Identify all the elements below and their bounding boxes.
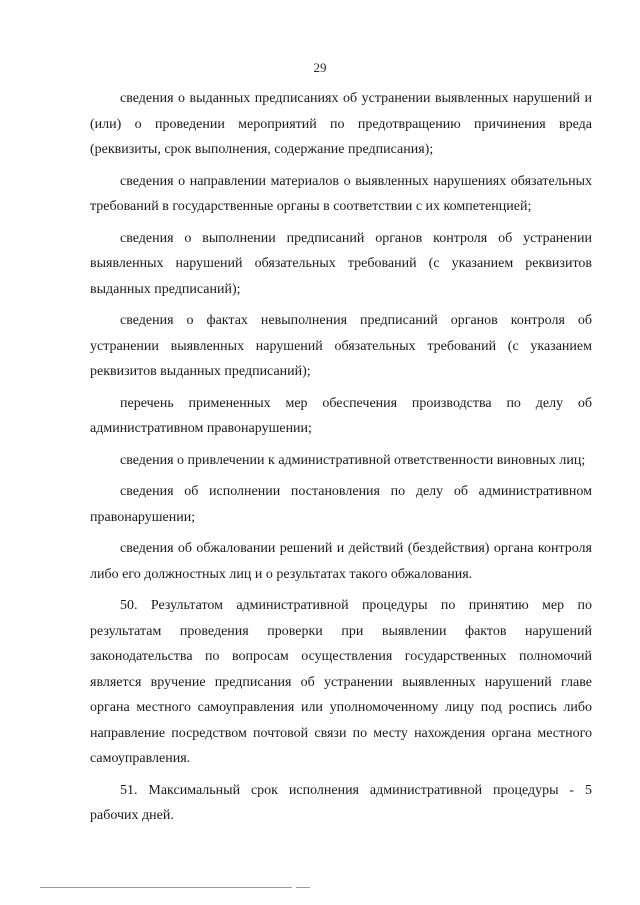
paragraph-ruling-execution: сведения об исполнении постановления по делу об административном правонарушении; [90, 484, 592, 525]
paragraph-appeals: сведения об обжаловании решений и действий (бездействия) органа контроля либо его должностных лиц и о результатах такого обжалования. [90, 541, 592, 582]
paragraph-administrative-liability: сведения о привлечении к административной ответственности виновных лиц; [120, 452, 586, 468]
document-body [90, 86, 592, 835]
footer-rule [40, 887, 292, 888]
paragraph-issued-prescriptions: сведения о выданных предписаниях об устранении выявленных нарушений и (или) о проведении мероприятий по предотвращению причинения вреда (реквизиты, срок выполнения, содержание предписания); [90, 91, 592, 157]
paragraph-enforcement-measures: перечень примененных мер обеспечения производства по делу об административном правонарушении; [90, 395, 592, 436]
paragraph-item-51: 51. Максимальный срок исполнения административной процедуры - 5 рабочих дней. [90, 782, 592, 823]
paragraph-prescriptions-fulfilled: сведения о выполнении предписаний органов контроля об устранении выявленных нарушений обязательных требований (с указанием реквизитов выданных предписаний); [90, 230, 592, 297]
paragraph-materials-referral: сведения о направлении материалов о выявленных нарушениях обязательных требований в государственные органы в соответствии с их компетенцией; [90, 173, 592, 214]
paragraph-item-50: 50. Результатом административной процедуры по принятию мер по результатам проведения проверки при выявлении фактов нарушений законодательства по вопросам осуществления государственных полномочий является вручение предписания об устранении выявленных нарушений главе органа местного самоуправления или уполномоченному лицу под роспись либо направление посредством почтовой связи по месту нахождения органа местного самоуправления. [90, 598, 592, 766]
footer-rule-short [296, 887, 310, 888]
paragraph-prescriptions-unfulfilled: сведения о фактах невыполнения предписаний органов контроля об устранении выявленных нарушений обязательных требований (с указанием реквизитов выданных предписаний); [90, 313, 592, 379]
page-number: 29 [313, 60, 327, 75]
